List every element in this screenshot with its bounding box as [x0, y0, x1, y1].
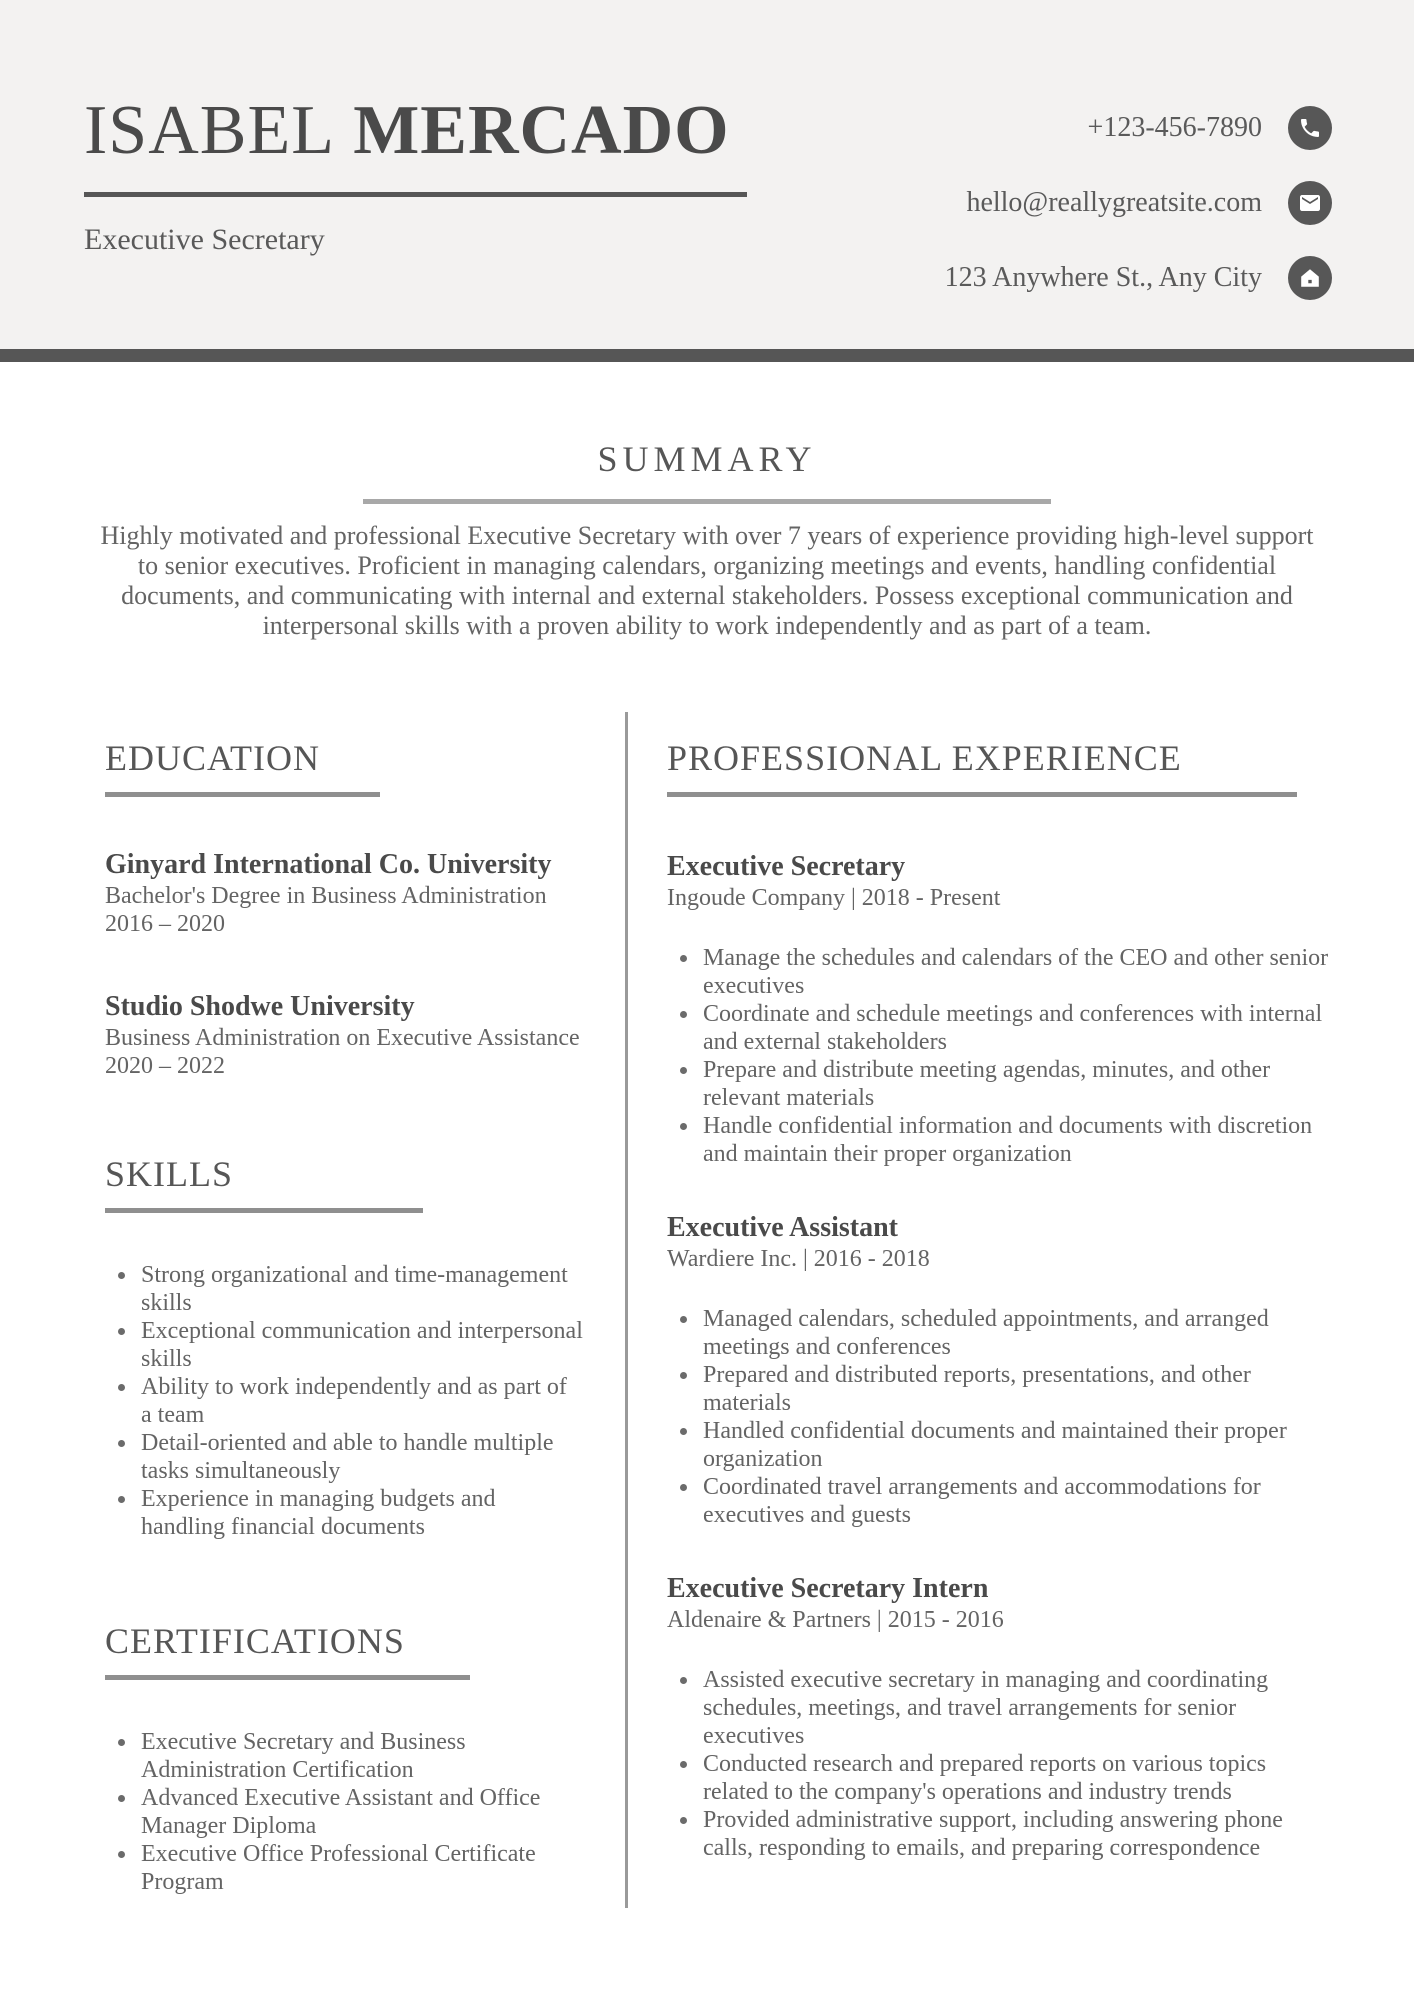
person-name — [84, 92, 747, 169]
skills-list — [105, 1261, 583, 1541]
certifications-heading: CERTIFICATIONS — [105, 1621, 405, 1661]
education-dates: 2016 – 2020 — [105, 911, 225, 937]
job-bullet: Managed calendars, scheduled appointments, and arranged meetings and conferences — [667, 1305, 1329, 1361]
skill-item: Ability to work independently and as part of a team — [105, 1373, 583, 1429]
job-company-dates: Wardiere Inc. | 2016 - 2018 — [667, 1246, 930, 1272]
job-bullet: Coordinated travel arrangements and accommodations for executives and guests — [667, 1473, 1329, 1529]
job-bullet: Conducted research and prepared reports on various topics related to the company's operations and industry trends — [667, 1750, 1329, 1806]
education-dates: 2020 – 2022 — [105, 1053, 225, 1079]
job-company-dates: Aldenaire & Partners | 2015 - 2016 — [667, 1607, 1004, 1633]
column-divider — [625, 712, 628, 1908]
skills-heading: SKILLS — [105, 1154, 234, 1194]
skill-item: Strong organizational and time-management skills — [105, 1261, 583, 1317]
job-bullet: Handled confidential documents and maintained their proper organization — [667, 1417, 1329, 1473]
first-name: ISABEL — [84, 92, 335, 169]
phone-number: +123-456-7890 — [1087, 112, 1262, 143]
job-entry — [667, 850, 1330, 1168]
home-icon — [1288, 256, 1332, 300]
job-bullet-list — [667, 1305, 1329, 1529]
certifications-section — [105, 1623, 625, 1896]
certifications-underline — [105, 1675, 470, 1680]
job-bullet: Prepare and distribute meeting agendas, minutes, and other relevant materials — [667, 1056, 1329, 1112]
education-underline — [105, 792, 380, 797]
job-title: Executive Secretary Intern — [667, 1573, 989, 1604]
phone-icon — [1288, 106, 1332, 150]
skill-item: Experience in managing budgets and handling financial documents — [105, 1485, 583, 1541]
job-entry — [667, 1572, 1330, 1862]
summary-text: Highly motivated and professional Executive Secretary with over 7 years of experience providing high-level support to senior executives. Proficient in managing calendars, organizing meetings and events, handling confidential documents, and communicating with internal and external stakeholders. Possess exceptional communication and interpersonal skills with a proven ability to work independently and as part of a team. — [100, 521, 1314, 640]
job-entry — [667, 1211, 1330, 1529]
education-entry — [105, 990, 625, 1080]
contact-list — [945, 106, 1332, 300]
certifications-list — [105, 1728, 583, 1896]
mail-icon — [1288, 181, 1332, 225]
left-column — [105, 740, 625, 1896]
summary-section — [0, 362, 1414, 641]
skill-item: Detail-oriented and able to handle multiple tasks simultaneously — [105, 1429, 583, 1485]
job-bullet-list — [667, 1666, 1329, 1862]
experience-heading: PROFESSIONAL EXPERIENCE — [667, 738, 1182, 778]
person-job-title: Executive Secretary — [84, 223, 325, 256]
job-company-dates: Ingoude Company | 2018 - Present — [667, 885, 1001, 911]
experience-section — [667, 740, 1330, 1862]
skills-underline — [105, 1208, 423, 1213]
job-bullet-list — [667, 944, 1329, 1168]
certification-item: Executive Secretary and Business Administration Certification — [105, 1728, 583, 1784]
job-bullet: Manage the schedules and calendars of the CEO and other senior executives — [667, 944, 1329, 1000]
right-column — [667, 740, 1330, 1862]
street-address: 123 Anywhere St., Any City — [944, 262, 1262, 293]
school-name: Studio Shodwe University — [105, 991, 415, 1022]
education-heading: EDUCATION — [105, 738, 320, 778]
header-divider-bar — [0, 349, 1414, 362]
job-title: Executive Assistant — [667, 1212, 898, 1243]
summary-heading: SUMMARY — [597, 439, 817, 479]
email-address: hello@reallygreatsite.com — [966, 187, 1262, 218]
job-bullet: Prepared and distributed reports, presentations, and other materials — [667, 1361, 1329, 1417]
skills-section — [105, 1156, 625, 1541]
name-block — [84, 92, 747, 257]
education-section — [105, 740, 625, 1080]
job-bullet: Assisted executive secretary in managing and coordinating schedules, meetings, and travel arrangements for senior executives — [667, 1666, 1329, 1750]
job-title: Executive Secretary — [667, 851, 906, 882]
last-name: MERCADO — [353, 92, 730, 169]
degree: Bachelor's Degree in Business Administration — [105, 883, 547, 909]
summary-underline — [363, 499, 1051, 504]
job-bullet: Provided administrative support, including answering phone calls, responding to emails, and preparing correspondence — [667, 1806, 1329, 1862]
experience-underline — [667, 792, 1297, 797]
certification-item: Executive Office Professional Certificate Program — [105, 1840, 583, 1896]
job-bullet: Coordinate and schedule meetings and conferences with internal and external stakeholders — [667, 1000, 1329, 1056]
education-entry — [105, 848, 625, 938]
job-bullet: Handle confidential information and documents with discretion and maintain their proper organization — [667, 1112, 1329, 1168]
contact-address — [945, 256, 1332, 300]
degree: Business Administration on Executive Assistance — [105, 1025, 580, 1051]
contact-email — [945, 181, 1332, 225]
contact-phone — [945, 106, 1332, 150]
skill-item: Exceptional communication and interpersonal skills — [105, 1317, 583, 1373]
certification-item: Advanced Executive Assistant and Office Manager Diploma — [105, 1784, 583, 1840]
name-underline — [84, 192, 747, 197]
header — [0, 0, 1414, 349]
school-name: Ginyard International Co. University — [105, 849, 552, 880]
